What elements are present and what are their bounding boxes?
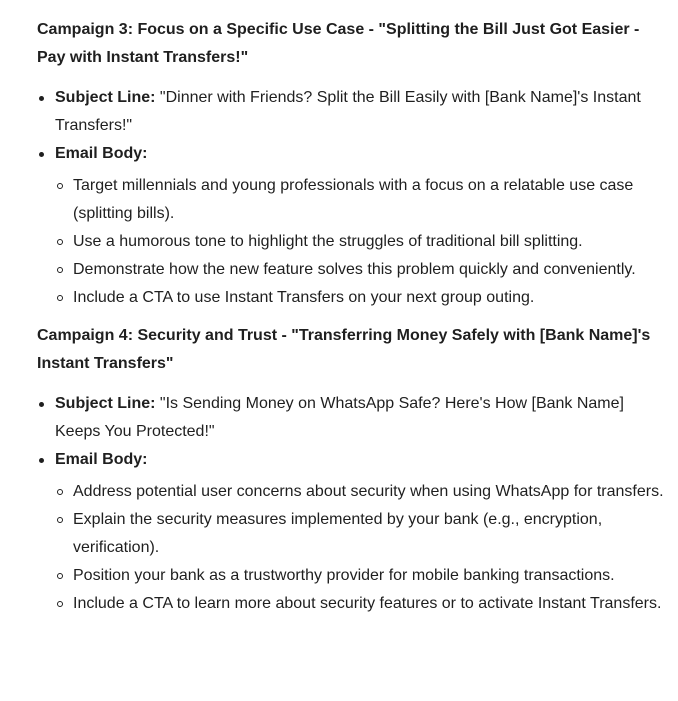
list-item: Include a CTA to learn more about security features or to activate Instant Transfers. <box>55 590 664 618</box>
subject-line-text: "Dinner with Friends? Split the Bill Easily with [Bank Name]'s Instant Transfers!" <box>55 89 641 134</box>
campaign-3-subject-item <box>37 84 664 140</box>
campaign-3-body-item <box>37 140 664 312</box>
campaign-4-section <box>37 322 664 618</box>
list-item: Target millennials and young professionals with a focus on a relatable use case (splitting bills). <box>55 172 664 228</box>
list-item: Demonstrate how the new feature solves this problem quickly and conveniently. <box>55 256 664 284</box>
campaign-4-bullets <box>37 390 664 618</box>
campaign-4-title: Campaign 4: Security and Trust - "Transferring Money Safely with [Bank Name]'s Instant Transfers" <box>37 327 651 372</box>
campaign-3-title: Campaign 3: Focus on a Specific Use Case - "Splitting the Bill Just Got Easier - Pay with Instant Transfers!" <box>37 21 640 66</box>
list-item: Use a humorous tone to highlight the struggles of traditional bill splitting. <box>55 228 664 256</box>
email-body-label: Email Body: <box>55 145 148 162</box>
campaign-4-body-list <box>55 478 664 618</box>
subject-line-label: Subject Line: <box>55 89 156 106</box>
campaign-3-section <box>37 16 664 312</box>
campaign-3-body-list <box>55 172 664 312</box>
list-item: Address potential user concerns about security when using WhatsApp for transfers. <box>55 478 664 506</box>
campaign-3-bullets <box>37 84 664 312</box>
list-item: Position your bank as a trustworthy provider for mobile banking transactions. <box>55 562 664 590</box>
subject-line-label: Subject Line: <box>55 395 156 412</box>
campaign-4-subject-item <box>37 390 664 446</box>
subject-line-text: "Is Sending Money on WhatsApp Safe? Here's How [Bank Name] Keeps You Protected!" <box>55 395 624 440</box>
list-item: Include a CTA to use Instant Transfers on your next group outing. <box>55 284 664 312</box>
email-body-label: Email Body: <box>55 451 148 468</box>
list-item: Explain the security measures implemented by your bank (e.g., encryption, verification). <box>55 506 664 562</box>
campaign-4-body-item <box>37 446 664 618</box>
